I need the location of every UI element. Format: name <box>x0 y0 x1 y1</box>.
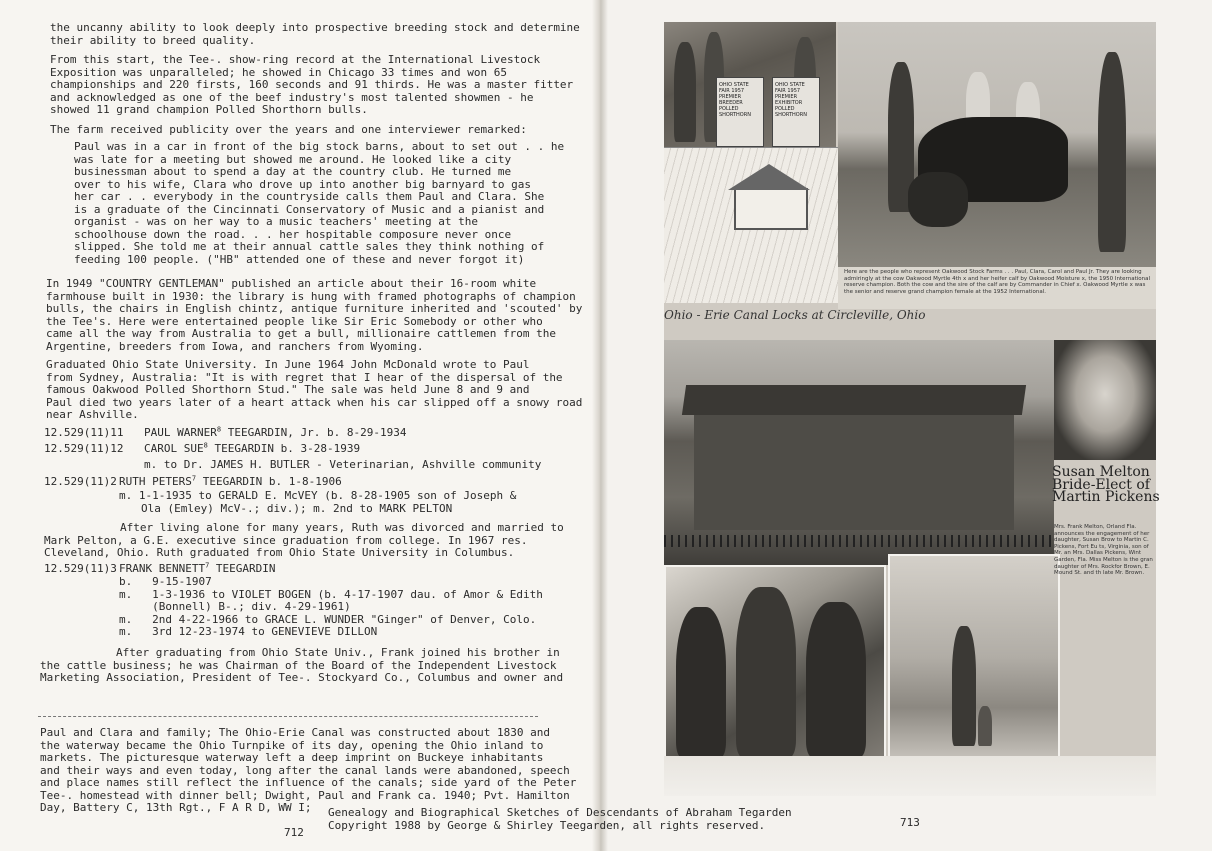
copyright-footer: Genealogy and Biographical Sketches of Descendants of Abraham Tegarden Copyright 1988 by George & Shirley Teegarden, all rights reserved. <box>328 806 792 832</box>
text-line: bulls, the chairs in English chintz, antique furniture inherited and 'scouted' by <box>46 302 583 315</box>
footnote-line: markets. The picturesque waterway left a deep imprint on Buckeye inhabitants <box>40 751 544 764</box>
text-line: Mark Pelton, a G.E. executive since graduation from college. In 1967 res. <box>44 533 528 547</box>
quote-line: slipped. She told me at their annual cattle sales they think nothing of <box>74 240 545 253</box>
text-line: near Ashville. <box>46 408 139 421</box>
bride-portrait <box>1054 340 1156 460</box>
text-line: The farm received publicity over the years and one interviewer remarked: <box>50 123 527 136</box>
interview-quote <box>74 141 574 266</box>
text-line: After graduating from Ohio State Univ., Frank joined his brother in <box>116 646 560 659</box>
text-line: from Sydney, Australia: "It is with regret that I hear of the dispersal of the <box>46 370 563 384</box>
quote-line: schoolhouse down the road. . . her hospitable composure never once <box>74 227 512 241</box>
entry-name: CAROL SUE$^8$ TEEGARDIN b. 3-28-1939 <box>144 441 361 455</box>
entry-id: 12.529(11)2 <box>44 475 117 488</box>
entry-detail-line: m. 3rd 12-23-1974 to GENEVIEVE DILLON <box>119 625 378 638</box>
entry-name: PAUL WARNER$^8$ TEEGARDIN, Jr. b. 8-29-1934 <box>144 425 407 439</box>
footnote-line: and their ways and even today, long after the canal lands were abandoned, speech <box>40 763 570 777</box>
paragraph-country-gentleman <box>46 277 583 353</box>
entry-detail: m. 1-1-1935 to GERALD E. McVEY (b. 8-28-1905 son of Joseph & <box>119 489 517 502</box>
text-line: famous Oakwood Polled Shorthorn Stud." The sale was held June 8 and 9 and <box>46 383 530 396</box>
text-line: the uncanny ability to look deeply into prospective breeding stock and determine <box>50 21 580 34</box>
book-gutter <box>592 0 608 851</box>
paragraph-frank <box>40 646 564 685</box>
text-line: Paul died two years later of a heart attack when his car slipped off a snowy road <box>46 395 583 409</box>
page-number-right: 713 <box>900 816 920 829</box>
quote-line: Paul was in a car in front of the big stock barns, about to set out . . he <box>74 140 565 153</box>
text-line: Exposition was unparalleled; he showed in Chicago 33 times and won 65 <box>50 65 507 79</box>
footnote-divider <box>38 716 538 717</box>
fair-photo <box>664 22 836 147</box>
quote-line: over to his wife, Clara who drove up into another big barnyard to gas <box>74 177 531 191</box>
text-line: farmhouse built in 1930: the library is hung with framed photographs of champion <box>46 289 576 303</box>
quote-line: organist - was on her way to a music teachers' meeting at the <box>74 215 478 228</box>
quote-line: is a graduate of the Cincinnati Conservatory of Music and a pianist and <box>74 202 545 216</box>
cattle-photo-caption: Here are the people who represent Oakwood Stock Farms . . . Paul, Clara, Carol and Paul Jr. They are looking admiringly at the cow Oakwood Myrtle 4th x and her heifer calf by Oakwood Moisture x, the 1950 International reserve champion. Both the cow and the sire of the calf are by Commander in Chief x. Oakwood Myrtle x was the senior and reserve grand champion female at the 1952 International. <box>838 267 1156 309</box>
calf-silhouette <box>908 172 968 227</box>
photo-collage <box>664 22 1156 756</box>
homestead-photo <box>664 340 1054 565</box>
text-line: the Tee's. Here were entertained people like Sir Eric Somebody or other who <box>46 314 543 328</box>
footnote-line: Day, Battery C, 13th Rgt., F A R D, WW I; <box>40 801 312 814</box>
entry-detail-line: m. 1-3-1936 to VIOLET BOGEN (b. 4-17-1907 dau. of Amor & Edith <box>119 587 543 601</box>
text-line: came all the way from Australia to get a bull, millionaire cattlemen from the <box>46 327 556 340</box>
canal-caption: Ohio - Erie Canal Locks at Circleville, Ohio <box>664 308 926 322</box>
quote-line: her car . . everybody in the countryside calls them Paul and Clara. She <box>74 190 545 203</box>
footnote-line: the waterway became the Ohio Turnpike of its day, opening the Ohio inland to <box>40 738 544 752</box>
text-line: the cattle business; he was Chairman of the Board of the Independent Livestock <box>40 658 557 672</box>
three-men-photo <box>664 565 886 760</box>
text-line: After living alone for many years, Ruth was divorced and married to <box>120 521 564 534</box>
paragraph-intro <box>50 21 580 47</box>
text-line: Graduated Ohio State University. In June 1964 John McDonald wrote to Paul <box>46 358 530 371</box>
paragraph-publicity <box>50 124 550 137</box>
entry-id: 12.529(11)3 <box>44 562 117 575</box>
entry-id: 12.529(11)11 <box>44 426 124 439</box>
paragraph-graduated <box>46 358 583 422</box>
entry-detail-line: b. 9-15-1907 <box>119 575 212 588</box>
bride-title-line: Susan Melton <box>1052 464 1150 480</box>
footnote-line: Paul and Clara and family; The Ohio-Erie Canal was constructed about 1830 and <box>40 726 550 739</box>
text-line: Cleveland, Ohio. Ruth graduated from Ohio State University in Columbus. <box>44 546 515 559</box>
entry-detail: Ola (Emley) McV-.; div.); m. 2nd to MARK PELTON <box>141 502 453 515</box>
quote-line: businessman about to spend a day at the country club. He turned me <box>74 165 512 178</box>
bride-announcement-text: Mrs. Frank Melton, Orland Fla. announces the engagement of her daughter, Susan Brow to Martin C. Pickens, Fort Eu ts, Virginia, son of Mr. an Mrs. Dallas Pickens, Wint Garden, Fla. Miss Melton is the gran daughter of Mrs. Rockfor Brown, E. Mound St. and th late Mr. Brown. <box>1054 524 1153 577</box>
faded-clipping <box>664 756 1156 796</box>
bride-title-line: Martin Pickens <box>1052 489 1160 505</box>
page-number-left: 712 <box>284 826 304 839</box>
paragraph-show-record <box>50 53 574 117</box>
entry-detail: m. to Dr. JAMES H. BUTLER - Veterinarian, Ashville community <box>144 458 542 471</box>
entry-name: RUTH PETERS$^7$ TEEGARDIN b. 1-8-1906 <box>119 474 342 488</box>
text-line: championships and 220 firsts, 160 seconds and 91 thirds. He was a master fitter <box>50 78 574 91</box>
text-line: Argentine, breeders from Iowa, and ranchers from Wyoming. <box>46 339 424 353</box>
text-line: Marketing Association, President of Tee-. Stockyard Co., Columbus and owner and <box>40 671 564 684</box>
fair-sign-left: OHIO STATE FAIR 1957 PREMIER BREEDER POLLED SHORTHORN <box>716 77 764 147</box>
fair-sign-right: OHIO STATE FAIR 1957 PREMIER EXHIBITOR POLLED SHORTHORN <box>772 77 820 147</box>
entry-id: 12.529(11)12 <box>44 442 124 455</box>
entry-detail-line: (Bonnell) B-.; div. 4-29-1961) <box>119 600 351 613</box>
footnote-line: Tee-. homestead with dinner bell; Dwight, Paul and Frank ca. 1940; Pvt. Hamilton <box>40 788 570 802</box>
photo-captions-footnote <box>40 726 577 815</box>
bride-title-line: Bride-Elect of <box>1052 476 1150 493</box>
entry-detail-line: m. 2nd 4-22-1966 to GRACE L. WUNDER "Ginger" of Denver, Colo. <box>119 612 537 626</box>
bride-announcement-title <box>1052 462 1160 505</box>
text-line: and acknowledged as one of the beef industry's most talented showmen - he <box>50 90 534 104</box>
text-line: their ability to breed quality. <box>50 33 256 47</box>
paragraph-ruth <box>44 521 564 560</box>
footnote-line: and place names still reflect the influence of the canals; side yard of the Peter <box>40 776 577 789</box>
text-line: From this start, the Tee-. show-ring record at the International Livestock <box>50 53 541 66</box>
entry-details-frank <box>119 576 619 639</box>
entry-name: FRANK BENNETT$^7$ TEEGARDIN <box>119 561 276 575</box>
text-line: showed 11 grand champion Polled Shorthorn bulls. <box>50 103 368 116</box>
quote-line: feeding 100 people. ("HB" attended one of these and never forgot it) <box>74 252 525 266</box>
cattle-family-photo <box>838 22 1156 267</box>
quote-line: was late for a meeting but showed me around. He looked like a city <box>74 152 512 166</box>
text-line: In 1949 "COUNTRY GENTLEMAN" published an article about their 16-room white <box>46 277 537 290</box>
soldier-photo <box>888 554 1060 760</box>
canal-lock-sketch <box>664 147 838 303</box>
